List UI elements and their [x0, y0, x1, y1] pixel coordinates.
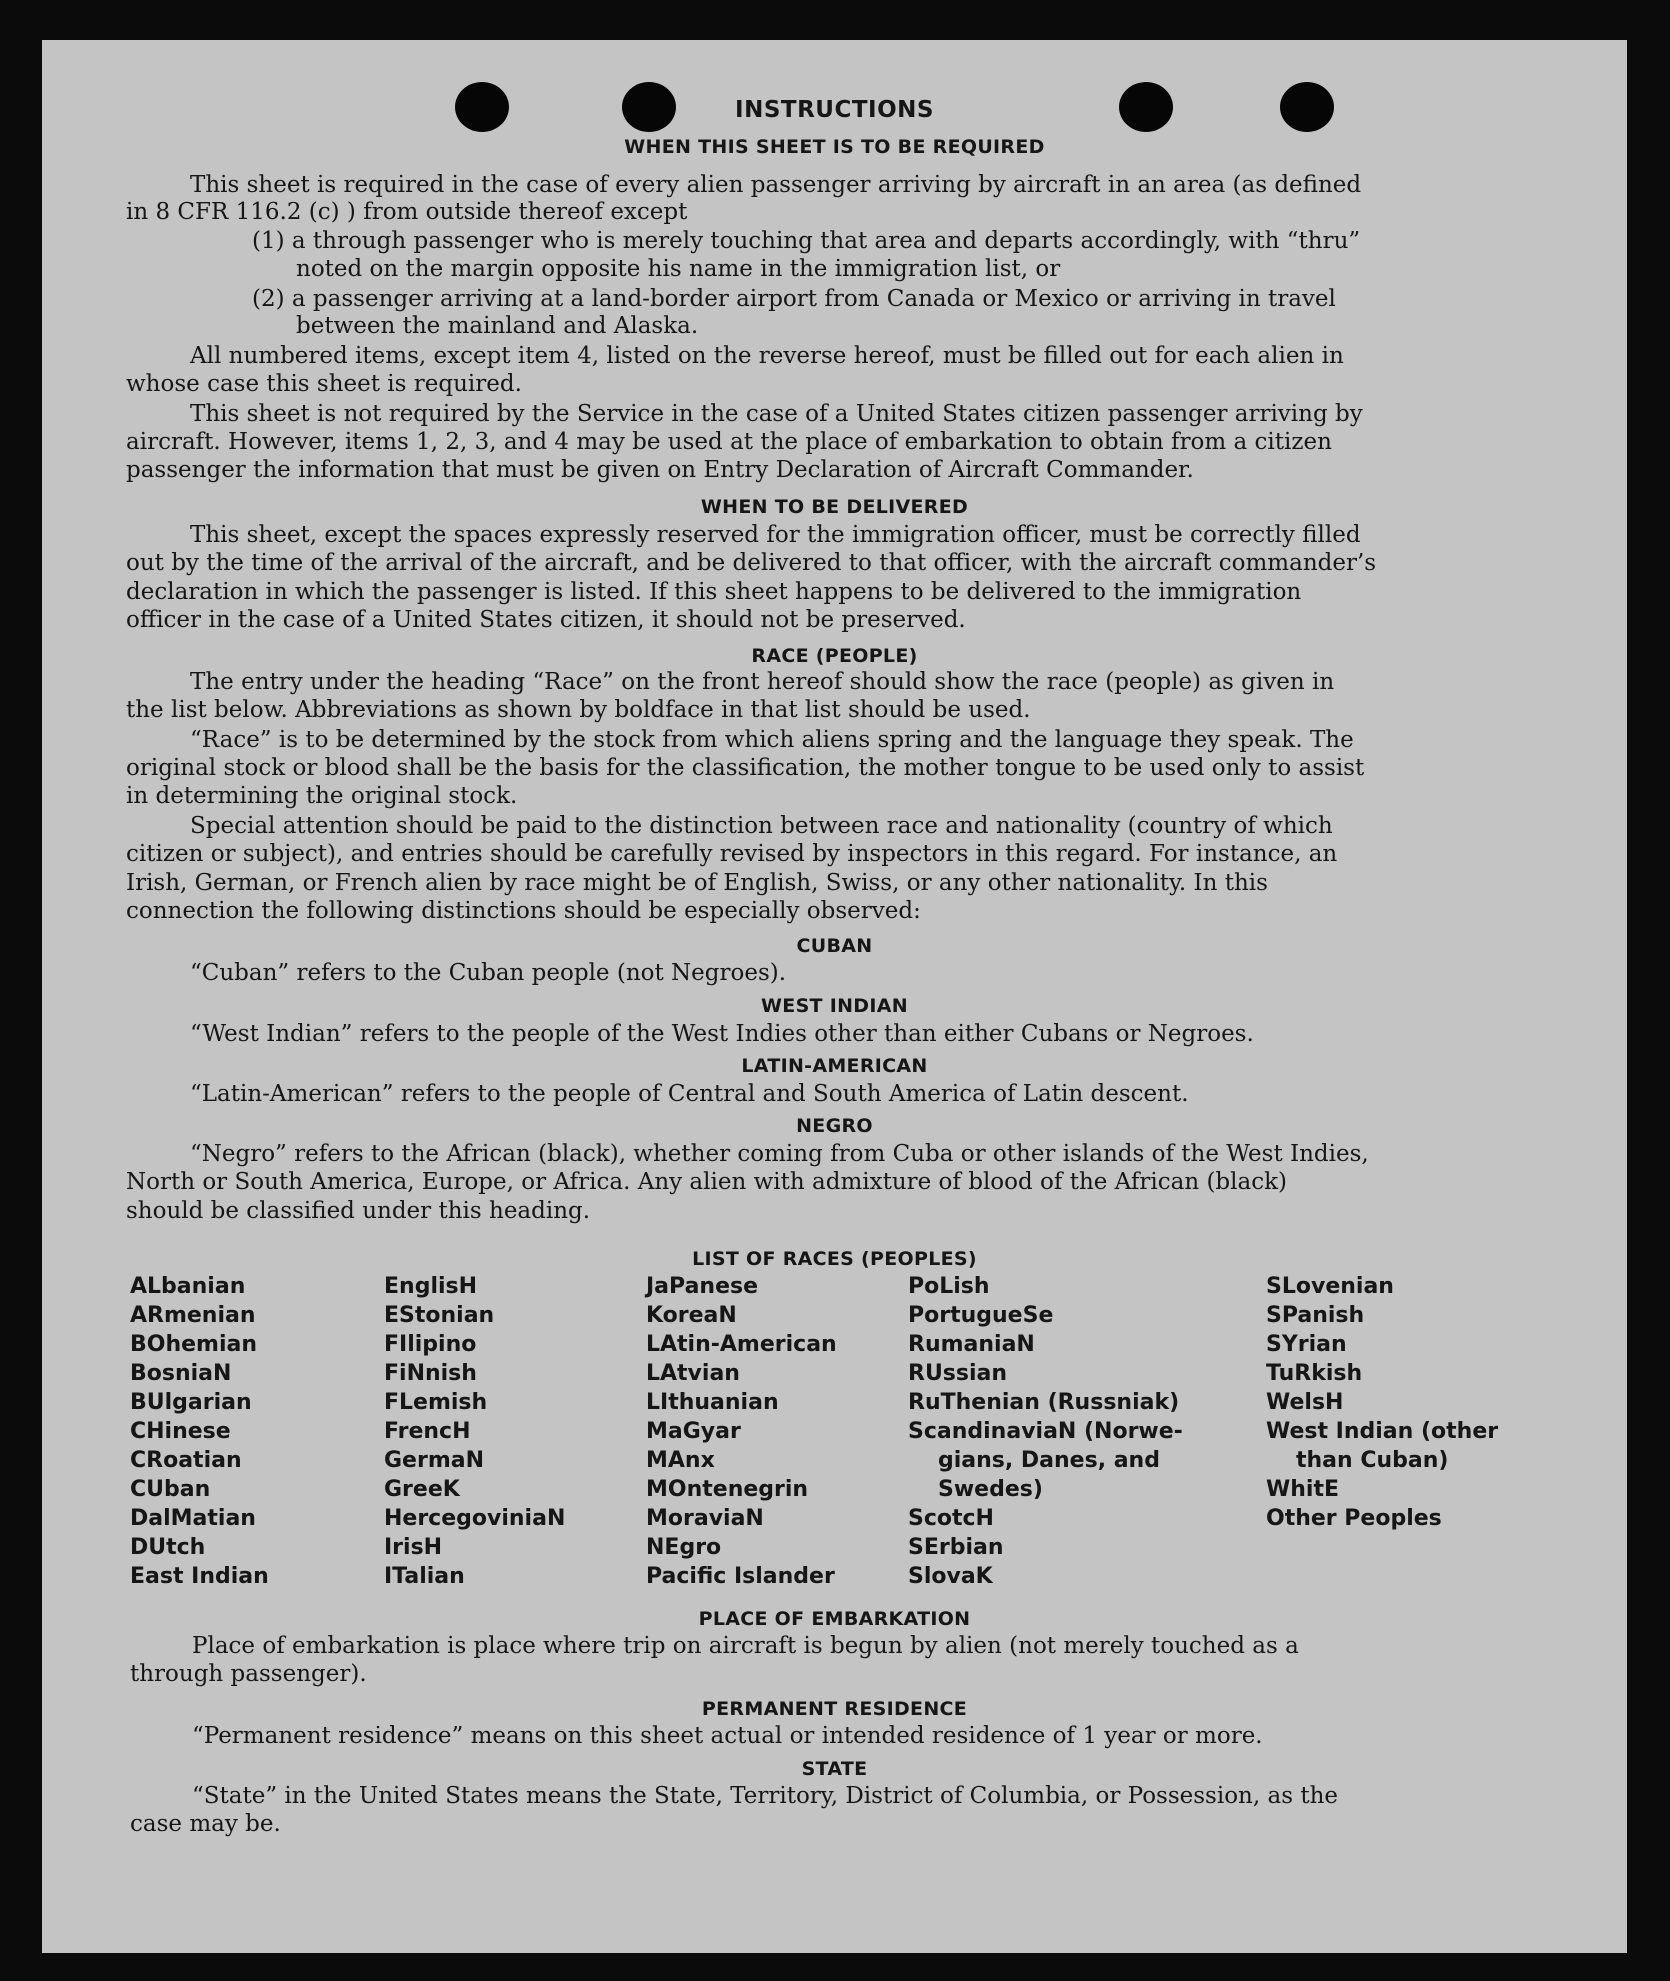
text-line: All numbered items, except item 4, listed on the reverse hereof, must be filled out for each alien in	[190, 343, 1344, 369]
race-item: ARmenian	[130, 1303, 256, 1328]
race-column	[130, 1274, 269, 1593]
race-item: DUtch	[130, 1535, 206, 1560]
section-heading: RACE (PEOPLE)	[751, 645, 918, 667]
text-line: whose case this sheet is required.	[126, 371, 522, 397]
race-item: MaGyar	[646, 1419, 741, 1444]
race-item: HercegoviniaN	[384, 1506, 566, 1531]
text-line: “Permanent residence” means on this sheet actual or intended residence of 1 year or more.	[192, 1723, 1263, 1749]
text-line: Irish, German, or French alien by race might be of English, Swiss, or any other nationality. In this	[126, 870, 1268, 896]
race-item: Swedes)	[938, 1477, 1043, 1502]
race-item: IrisH	[384, 1535, 443, 1560]
text-line: in determining the original stock.	[126, 783, 518, 809]
race-item: ScotcH	[908, 1506, 994, 1531]
race-item: Pacific Islander	[646, 1564, 835, 1589]
race-item: SYrian	[1266, 1332, 1347, 1357]
text-line: (2) a passenger arriving at a land-border airport from Canada or Mexico or arriving in travel	[252, 286, 1336, 312]
section-heading: STATE	[801, 1758, 868, 1780]
text-line: citizen or subject), and entries should be carefully revised by inspectors in this regard. For instance, an	[126, 841, 1338, 867]
race-item: SlovaK	[908, 1564, 993, 1589]
text-line: in 8 CFR 116.2 (c) ) from outside thereof except	[126, 199, 688, 225]
race-item: WhitE	[1266, 1477, 1340, 1502]
race-item: West Indian (other	[1266, 1419, 1499, 1444]
race-item: Other Peoples	[1266, 1506, 1442, 1531]
race-item: RumaniaN	[908, 1332, 1035, 1357]
race-item: MOntenegrin	[646, 1477, 809, 1502]
race-column	[908, 1274, 1183, 1593]
race-item: JaPanese	[646, 1274, 759, 1299]
race-column	[646, 1274, 837, 1593]
race-item: GermaN	[384, 1448, 485, 1473]
text-line: out by the time of the arrival of the aircraft, and be delivered to that officer, with the aircraft commander’s	[126, 550, 1377, 576]
race-item: WelsH	[1266, 1390, 1344, 1415]
race-column	[384, 1274, 565, 1593]
section-heading: WHEN THIS SHEET IS TO BE REQUIRED	[624, 136, 1045, 158]
race-item: BUlgarian	[130, 1390, 252, 1415]
text-line: “West Indian” refers to the people of the West Indies other than either Cubans or Negroes.	[190, 1021, 1254, 1047]
race-item: FiNnish	[384, 1361, 477, 1386]
race-item: BosniaN	[130, 1361, 232, 1386]
text-line: “Cuban” refers to the Cuban people (not Negroes).	[190, 960, 787, 986]
text-line: This sheet is not required by the Service in the case of a United States citizen passenger arriving by	[190, 401, 1363, 427]
text-line: original stock or blood shall be the basis for the classification, the mother tongue to be used only to assist	[126, 755, 1365, 781]
race-item: East Indian	[130, 1564, 269, 1589]
text-line: the list below. Abbreviations as shown by boldface in that list should be used.	[126, 697, 1031, 723]
race-item: RUssian	[908, 1361, 1008, 1386]
section-heading: LIST OF RACES (PEOPLES)	[692, 1248, 977, 1270]
race-item: TuRkish	[1266, 1361, 1363, 1386]
race-item: gians, Danes, and	[938, 1448, 1160, 1473]
section-heading: NEGRO	[796, 1115, 873, 1137]
race-item: FIlipino	[384, 1332, 477, 1357]
document-page	[42, 40, 1627, 1953]
text-line: passenger the information that must be given on Entry Declaration of Aircraft Commander.	[126, 457, 1194, 483]
text-line: “State” in the United States means the State, Territory, District of Columbia, or Possession, as the	[192, 1783, 1338, 1809]
section-heading: PERMANENT RESIDENCE	[701, 1698, 968, 1720]
text-line: case may be.	[130, 1811, 281, 1837]
text-line: Special attention should be paid to the distinction between race and nationality (country of which	[190, 813, 1333, 839]
race-item: NEgro	[646, 1535, 722, 1560]
section-heading: WEST INDIAN	[761, 995, 908, 1017]
text-line: (1) a through passenger who is merely touching that area and departs accordingly, with “thru”	[252, 228, 1361, 254]
race-item: CHinese	[130, 1419, 231, 1444]
text-line: The entry under the heading “Race” on the front hereof should show the race (people) as given in	[190, 669, 1335, 695]
race-column	[1266, 1274, 1498, 1535]
race-item: SPanish	[1266, 1303, 1365, 1328]
race-item: ScandinaviaN (Norwe-	[908, 1419, 1183, 1444]
text-line: between the mainland and Alaska.	[296, 313, 699, 339]
race-item: EStonian	[384, 1303, 495, 1328]
race-item: SErbian	[908, 1535, 1004, 1560]
race-item: MoraviaN	[646, 1506, 764, 1531]
race-item: LAtvian	[646, 1361, 740, 1386]
text-line: declaration in which the passenger is listed. If this sheet happens to be delivered to the immigration	[126, 579, 1302, 605]
section-heading: WHEN TO BE DELIVERED	[700, 496, 969, 518]
section-heading: CUBAN	[796, 935, 873, 957]
text-line: connection the following distinctions should be especially observed:	[126, 898, 921, 924]
race-item: PortugueSe	[908, 1303, 1054, 1328]
race-item: MAnx	[646, 1448, 715, 1473]
race-item: KoreaN	[646, 1303, 737, 1328]
race-item: BOhemian	[130, 1332, 258, 1357]
text-line: “Negro” refers to the African (black), whether coming from Cuba or other islands of the West Indies,	[190, 1141, 1369, 1167]
section-heading: LATIN-AMERICAN	[741, 1055, 928, 1077]
race-item: PoLish	[908, 1274, 990, 1299]
race-item: than Cuban)	[1296, 1448, 1449, 1473]
race-item: FLemish	[384, 1390, 488, 1415]
race-item: FrencH	[384, 1419, 471, 1444]
text-line: “Race” is to be determined by the stock from which aliens spring and the language they speak. The	[190, 727, 1354, 753]
text-line: aircraft. However, items 1, 2, 3, and 4 may be used at the place of embarkation to obtain from a citizen	[126, 429, 1332, 455]
race-item: GreeK	[384, 1477, 460, 1502]
text-line: “Latin-American” refers to the people of Central and South America of Latin descent.	[190, 1081, 1189, 1107]
race-item: RuThenian (Russniak)	[908, 1390, 1180, 1415]
race-item: LIthuanian	[646, 1390, 779, 1415]
text-line: Place of embarkation is place where trip on aircraft is begun by alien (not merely touched as a	[192, 1633, 1299, 1659]
text-line: This sheet, except the spaces expressly reserved for the immigration officer, must be correctly filled	[190, 522, 1361, 548]
race-item: SLovenian	[1266, 1274, 1394, 1299]
text-line: through passenger).	[130, 1661, 367, 1687]
text-line: noted on the margin opposite his name in the immigration list, or	[296, 256, 1061, 282]
text-line: should be classified under this heading.	[126, 1198, 591, 1224]
text-line: officer in the case of a United States citizen, it should not be preserved.	[126, 607, 966, 633]
section-heading: PLACE OF EMBARKATION	[698, 1608, 971, 1630]
race-item: CUban	[130, 1477, 211, 1502]
text-line: North or South America, Europe, or Africa. Any alien with admixture of blood of the African (black)	[126, 1169, 1288, 1195]
race-item: EnglisH	[384, 1274, 478, 1299]
text-line: This sheet is required in the case of every alien passenger arriving by aircraft in an area (as defined	[190, 172, 1362, 198]
race-item: DalMatian	[130, 1506, 256, 1531]
race-item: CRoatian	[130, 1448, 242, 1473]
race-item: LAtin-American	[646, 1332, 837, 1357]
document-title: INSTRUCTIONS	[735, 97, 934, 123]
race-item: ITalian	[384, 1564, 465, 1589]
race-item: ALbanian	[130, 1274, 246, 1299]
